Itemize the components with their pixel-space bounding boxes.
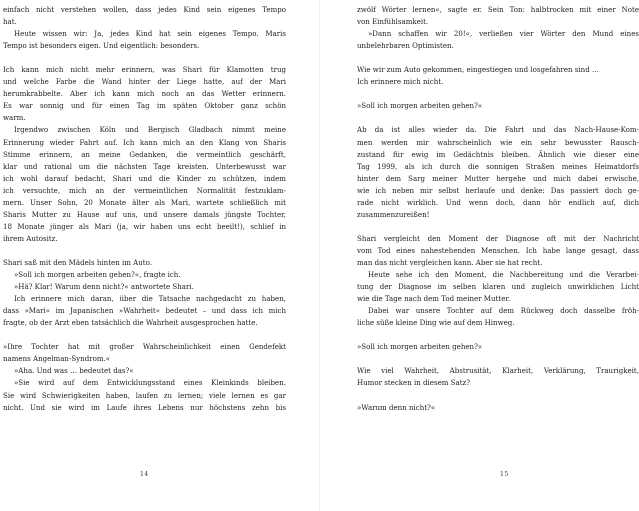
text-line: Humor stecken in diesem Satz? — [357, 378, 471, 388]
text-line: klar und rational um die nächsten Tage kreisten. Unterbewusst war — [3, 161, 286, 171]
text-line: 18 Monate jünger als Mari (ja, wir haben uns echt beeilt!), schlief in — [3, 221, 286, 231]
text-line: Tempo ist besonders eigen. Und eigentlich: besonders. — [3, 41, 200, 51]
page-number: 14 — [140, 471, 149, 478]
page-number: 15 — [500, 471, 509, 478]
text-line: »Soll ich morgen arbeiten gehen?«, fragte ich. — [14, 270, 181, 280]
text-line: Stimme erinnern, an meine Gedanken, die vermeintlich geschärft, — [3, 149, 286, 159]
paragraph-gap — [3, 329, 286, 341]
text-line: Tag 1999, als ich durch die sonnigen Straßen meines Heimatdorfs — [357, 161, 639, 171]
text-line: »Sie wird auf dem Entwicklungsstand eines Kleinkinds bleiben. — [14, 378, 286, 388]
text-line: Sie wird Schwierigkeiten haben, laufen zu lernen; viele lernen es gar — [3, 390, 286, 400]
text-line: herumkrabbelte. Aber ich kann mich noch an das Wetter erinnern. — [3, 89, 286, 99]
right-page — [320, 0, 639, 511]
text-line: vom Tod eines nahestehenden Menschen. Ich habe lange gesagt, dass — [357, 245, 639, 255]
paragraph-gap — [357, 52, 639, 64]
text-line: ich versuchte, mich an der vermeintlichen Normalität festzuklam- — [3, 185, 286, 195]
paragraph-gap — [3, 245, 286, 257]
text-line: warm. — [3, 113, 26, 123]
text-line: Wie wir zum Auto gekommen, eingestiegen und losgefahren sind … — [357, 65, 600, 75]
text-line: ich wohl darauf bedacht, Shari und die Kinder zu schützen, indem — [3, 173, 286, 183]
text-line: Shari saß mit den Mädels hinten im Auto. — [3, 257, 152, 267]
text-line: wie die Tage nach dem Tod meiner Mutter. — [357, 294, 511, 304]
text-line: Wie viel Wahrheit, Abstrusität, Klarheit, Verklärung, Traurigkeit, — [357, 366, 639, 376]
text-line: nicht. Und sie wird im Laufe ihres Lebens nur höchstens zehn bis — [3, 402, 286, 412]
text-line: unbelehrbaren Optimisten. — [357, 41, 454, 51]
text-line: Heute wissen wir: Ja, jedes Kind hat sein eigenes Tempo. Maris — [14, 29, 286, 39]
paragraph-gap — [357, 88, 639, 100]
text-line: men werden mir wahrscheinlich wie ein sehr bewusster Rausch- — [357, 137, 639, 147]
text-line: einfach nicht verstehen wollen, dass jedes Kind sein eigenes Tempo — [3, 5, 286, 14]
text-line: mern. Unser Sohn, 20 Monate älter als Mari, wartete schließlich mit — [3, 197, 286, 207]
left-page-text — [3, 4, 286, 414]
text-line: ihrem Autositz. — [3, 233, 58, 243]
text-line: hinter dem Sarg meiner Mutter hergehe und mich dabei erwische, — [357, 173, 639, 183]
text-line: »Dann schaffen wir 20!«, verließen vier Wörter den Mund eines — [368, 29, 639, 39]
text-line: Es war sonnig und für einen Tag im späten Oktober ganz schön — [3, 101, 286, 111]
text-line: Ab da ist alles wieder da. Die Fahrt und das Nach-Hause-Kom- — [357, 125, 639, 135]
text-line: Erinnerung wieder Fahrt auf. Ich kann mich an den Klang von Sharis — [3, 137, 286, 147]
text-line: Ich erinnere mich nicht. — [357, 77, 444, 87]
left-page — [0, 0, 319, 511]
text-line: Ich erinnere mich daran, über die Tatsache nachgedacht zu haben, — [14, 294, 286, 304]
text-line: »Warum denn nicht?« — [357, 402, 436, 412]
text-line: »Soll ich morgen arbeiten gehen?« — [357, 342, 483, 352]
paragraph-gap — [357, 112, 639, 124]
text-line: tung der Diagnose im selben klaren und zugleich unwirklichen Licht — [357, 282, 639, 292]
text-line: Shari vergleicht den Moment der Diagnose oft mit der Nachricht — [357, 233, 639, 243]
text-line: »Aha. Und was … bedeutet das?« — [14, 366, 134, 376]
text-line: wie ich neben mir selbst herlaufe und denke: Das passiert doch ge- — [357, 185, 639, 195]
text-line: man das nicht vergleichen kann. Aber sie hat recht. — [357, 257, 543, 267]
text-line: Irgendwo zwischen Köln und Bergisch Gladbach nimmt meine — [14, 125, 286, 135]
paragraph-gap — [3, 52, 286, 64]
text-line: »Soll ich morgen arbeiten gehen?« — [357, 101, 483, 111]
text-line: rade nicht wirklich. Und wenn doch, dann hör endlich auf, dich — [357, 197, 639, 207]
text-line: liche süße kleine Ding wie auf dem Hinweg. — [357, 318, 515, 328]
paragraph-gap — [357, 353, 639, 365]
text-line: dass »Mari« im Japanischen »Wahrheit« bedeutet – und dass ich mich — [3, 306, 286, 316]
text-line: namens Angelman-Syndrom.« — [3, 354, 111, 364]
paragraph-gap — [357, 329, 639, 341]
text-line: von Einfühlsamkeit. — [357, 17, 429, 27]
text-line: zwölf Wörter lernen«, sagte er. Sein Ton: halbtrocken mit einer Note — [357, 5, 639, 14]
text-line: Sharis Mutter zu Hause auf uns, und unsere damals jüngste Tochter, — [3, 209, 286, 219]
text-line: »Hä? Klar! Warum denn nicht?« antwortete Shari. — [14, 282, 194, 292]
text-line: zusammenzureißen! — [357, 209, 430, 219]
right-page-text — [357, 4, 639, 414]
text-line: »Ihre Tochter hat mit großer Wahrscheinlichkeit einen Gendefekt — [3, 342, 286, 352]
text-line: fragte, ob der Arzt eben tatsächlich die Wahrheit ausgesprochen hatte. — [3, 318, 258, 328]
paragraph-gap — [357, 221, 639, 233]
text-line: Dabei war unsere Tochter auf dem Rückweg doch dasselbe fröh- — [368, 306, 639, 316]
text-line: hat. — [3, 17, 17, 27]
paragraph-gap — [357, 390, 639, 402]
text-line: zustand für ewig im Gedächtnis bleiben. Ähnlich wie dieser eine — [357, 149, 639, 159]
text-line: und welche Farbe die Wand hinter der Liege hatte, auf der Mari — [3, 77, 286, 87]
text-line: Ich kann mich nicht mehr erinnern, was Shari für Klamotten trug — [3, 65, 286, 75]
text-line: Heute sehe ich den Moment, die Nachbereitung und die Verarbei- — [368, 270, 639, 280]
